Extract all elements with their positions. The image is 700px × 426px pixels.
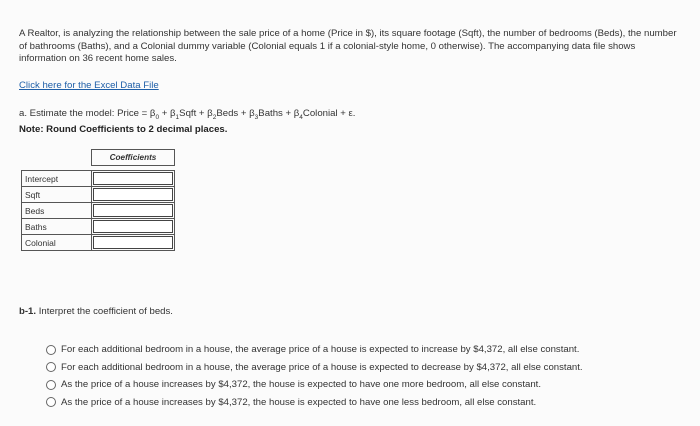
radio-button-icon[interactable] bbox=[46, 345, 56, 355]
rounding-note: Note: Round Coefficients to 2 decimal places. bbox=[19, 123, 228, 135]
intercept-input[interactable] bbox=[93, 172, 173, 185]
row-label-baths: Baths bbox=[22, 219, 92, 235]
answer-options bbox=[46, 341, 583, 411]
model-equation: a. Estimate the model: Price = $\beta_0$ + $\beta_1Sqft$ + $\beta_2Beds$ + $\beta_3Baths$ + $\beta_4Colonial + \varepsilon$. bbox=[19, 108, 356, 121]
sqft-input[interactable] bbox=[93, 188, 173, 201]
row-label-colonial: Colonial bbox=[22, 235, 92, 251]
answer-option-2[interactable]: For each additional bedroom in a house, the average price of a house is expected to decrease by $4,372, all else constant. bbox=[46, 359, 583, 377]
coefficients-header: Coefficients bbox=[92, 150, 175, 166]
table-row bbox=[22, 203, 175, 219]
answer-option-4[interactable]: As the price of a house increases by $4,372, the house is expected to have one less bedroom, all else constant. bbox=[46, 394, 583, 412]
answer-option-1[interactable]: For each additional bedroom in a house, the average price of a house is expected to increase by $4,372, all else constant. bbox=[46, 341, 583, 359]
baths-input[interactable] bbox=[93, 220, 173, 233]
radio-button-icon[interactable] bbox=[46, 362, 56, 372]
beds-input[interactable] bbox=[93, 204, 173, 217]
problem-intro: A Realtor, is analyzing the relationship between the sale price of a home (Price in $), its square footage (Sqft), the number of bedrooms (Beds), the number of bathrooms (Baths), and a Colonial dummy variable (Colonial equals 1 if a colonial-style home, 0 otherwise). The accompanying data file shows information on 36 recent home sales. bbox=[19, 28, 677, 65]
excel-data-link[interactable]: Click here for the Excel Data File bbox=[19, 80, 159, 91]
table-row bbox=[22, 219, 175, 235]
answer-option-3[interactable]: As the price of a house increases by $4,372, the house is expected to have one more bedroom, all else constant. bbox=[46, 376, 583, 394]
table-row bbox=[22, 187, 175, 203]
part-b1-question: b-1. Interpret the coefficient of beds. bbox=[19, 306, 173, 317]
radio-button-icon[interactable] bbox=[46, 397, 56, 407]
coefficients-table bbox=[21, 149, 175, 251]
colonial-input[interactable] bbox=[93, 236, 173, 249]
row-label-intercept: Intercept bbox=[22, 171, 92, 187]
row-label-sqft: Sqft bbox=[22, 187, 92, 203]
row-label-beds: Beds bbox=[22, 203, 92, 219]
table-row bbox=[22, 235, 175, 251]
radio-button-icon[interactable] bbox=[46, 380, 56, 390]
part-a bbox=[19, 108, 355, 136]
table-row bbox=[22, 171, 175, 187]
